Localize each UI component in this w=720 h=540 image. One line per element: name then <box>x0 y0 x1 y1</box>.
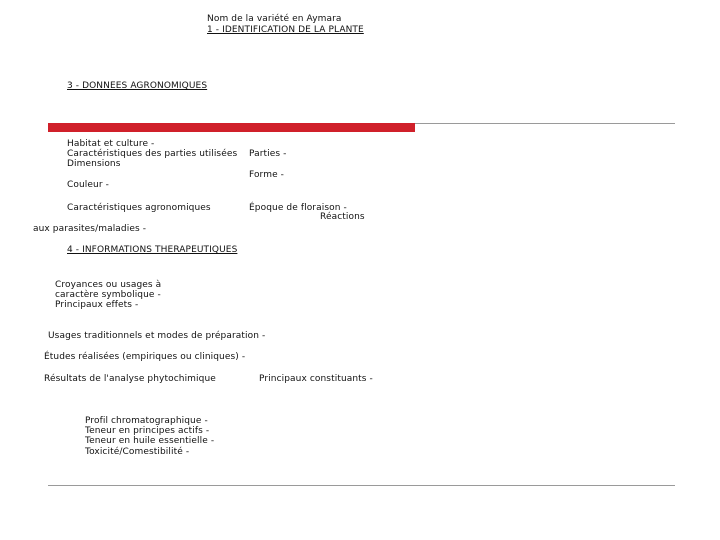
beliefs-label-line1: Croyances ou usages à <box>55 280 162 290</box>
form-label: Forme - <box>249 170 285 180</box>
main-constituents-label: Principaux constituants - <box>259 374 373 384</box>
phytochemical-label: Résultats de l'analyse phytochimique <box>44 374 216 384</box>
pests-label: aux parasites/maladies - <box>33 224 147 234</box>
dimensions-label: Dimensions <box>67 159 121 169</box>
accent-bar <box>48 123 415 132</box>
beliefs-label-line2: caractère symbolique - <box>55 290 161 300</box>
chromatographic-label: Profil chromatographique - <box>85 416 208 426</box>
studies-label: Études réalisées (empiriques ou cliniques) - <box>44 352 246 362</box>
habitat-label: Habitat et culture - <box>67 139 155 149</box>
reactions-label: Réactions <box>320 212 365 222</box>
characteristics-label: Caractéristiques des parties utilisées <box>67 149 238 159</box>
section-agronomic-title: 3 - DONNEES AGRONOMIQUES <box>67 81 208 91</box>
parts-label: Parties - <box>249 149 287 159</box>
traditional-uses-label: Usages traditionnels et modes de préparation - <box>48 331 266 341</box>
divider-top <box>415 123 675 124</box>
agronomic-characteristics-label: Caractéristiques agronomiques <box>67 203 211 213</box>
section-therapeutic-title: 4 - INFORMATIONS THERAPEUTIQUES <box>67 245 238 255</box>
toxicity-label: Toxicité/Comestibilité - <box>85 447 190 457</box>
variety-name-label: Nom de la variété en Aymara <box>207 14 342 24</box>
section-identification-title: 1 - IDENTIFICATION DE LA PLANTE <box>207 25 364 35</box>
main-effects-label: Principaux effets - <box>55 300 139 310</box>
essential-oil-label: Teneur en huile essentielle - <box>85 436 215 446</box>
active-principles-label: Teneur en principes actifs - <box>85 426 210 436</box>
flowering-label: Époque de floraison - <box>249 203 347 213</box>
divider-bottom <box>48 485 675 486</box>
color-label: Couleur - <box>67 180 109 190</box>
